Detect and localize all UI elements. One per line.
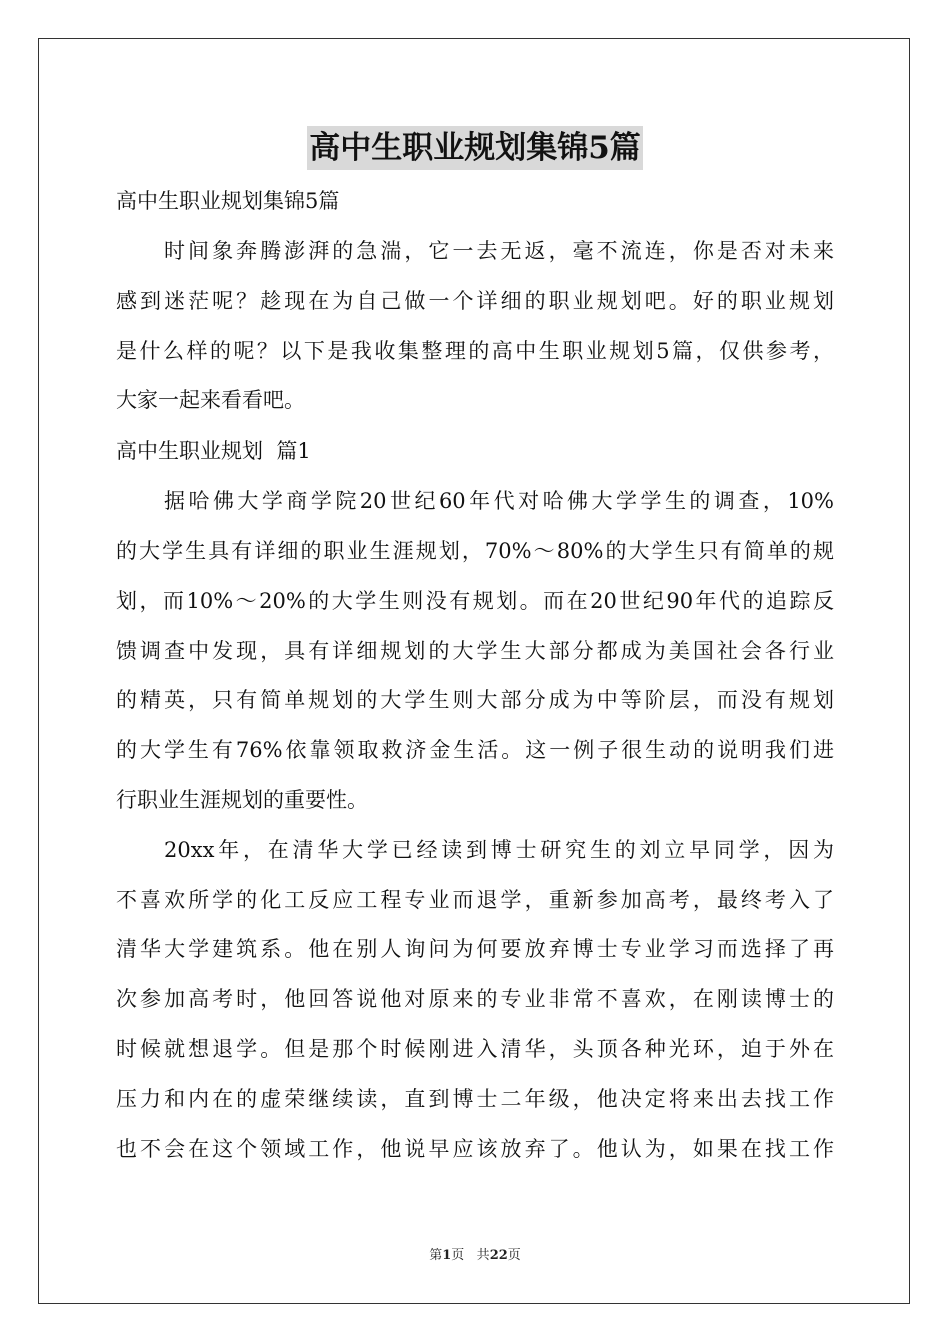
total-prefix: 共 (476, 1248, 490, 1263)
paragraph-line: 馈调查中发现，具有详细规划的大学生大部分都成为美国社会各行业 (116, 638, 834, 663)
page-unit: 页 (451, 1248, 465, 1263)
total-unit: 页 (507, 1248, 521, 1263)
paragraph-line: 划，而10%～20%的大学生则没有规划。而在20世纪90年代的追踪反 (116, 588, 834, 613)
paragraph-line: 的精英，只有简单规划的大学生则大部分成为中等阶层，而没有规划 (116, 688, 834, 713)
paragraph-line: 据哈佛大学商学院20世纪60年代对哈佛大学学生的调查，10% (164, 489, 834, 514)
paragraph-line: 时候就想退学。但是那个时候刚进入清华，头顶各种光环，迫于外在 (116, 1036, 834, 1061)
document-title: 高中生职业规划集锦5篇 (307, 126, 643, 170)
paragraph-2 (116, 826, 834, 1175)
intro-paragraph (116, 227, 834, 426)
paragraph-line: 时间象奔腾澎湃的急湍，它一去无返，毫不流连，你是否对未来 (164, 239, 834, 263)
paragraph-line: 清华大学建筑系。他在别人询问为何要放弃博士专业学习而选择了再 (116, 937, 834, 962)
paragraph-line: 20xx年，在清华大学已经读到博士研究生的刘立早同学，因为 (164, 837, 834, 862)
paragraph-line: 大家一起来看看吧。 (116, 388, 305, 413)
paragraph-line: 不喜欢所学的化工反应工程专业而退学，重新参加高考，最终考入了 (116, 887, 834, 912)
paragraph-line: 次参加高考时，他回答说他对原来的专业非常不喜欢，在刚读博士的 (116, 987, 834, 1012)
paragraph-line: 的大学生有76%依靠领取救济金生活。这一例子很生动的说明我们进 (116, 738, 834, 763)
paragraph-line: 压力和内在的虚荣继续读，直到博士二年级，他决定将来出去找工作 (116, 1086, 834, 1111)
paragraph-line: 也不会在这个领域工作，他说早应该放弃了。他认为，如果在找工作 (116, 1136, 834, 1161)
paragraph-line: 的大学生具有详细的职业生涯规划，70%～80%的大学生只有简单的规 (116, 538, 834, 563)
page-current: 1 (442, 1248, 452, 1263)
subtitle: 高中生职业规划集锦5篇 (116, 189, 340, 213)
document-body (116, 176, 834, 1174)
page-total: 22 (489, 1248, 508, 1263)
page-footer (0, 1244, 950, 1263)
section-heading: 高中生职业规划 篇1 (116, 439, 311, 464)
paragraph-1 (116, 477, 834, 826)
paragraph-line: 感到迷茫呢？趁现在为自己做一个详细的职业规划吧。好的职业规划 (116, 288, 834, 313)
page-prefix: 第 (429, 1248, 443, 1263)
paragraph-line: 行职业生涯规划的重要性。 (116, 787, 368, 812)
title-container (0, 126, 950, 170)
paragraph-line: 是什么样的呢？以下是我收集整理的高中生职业规划5篇，仅供参考， (116, 338, 834, 363)
